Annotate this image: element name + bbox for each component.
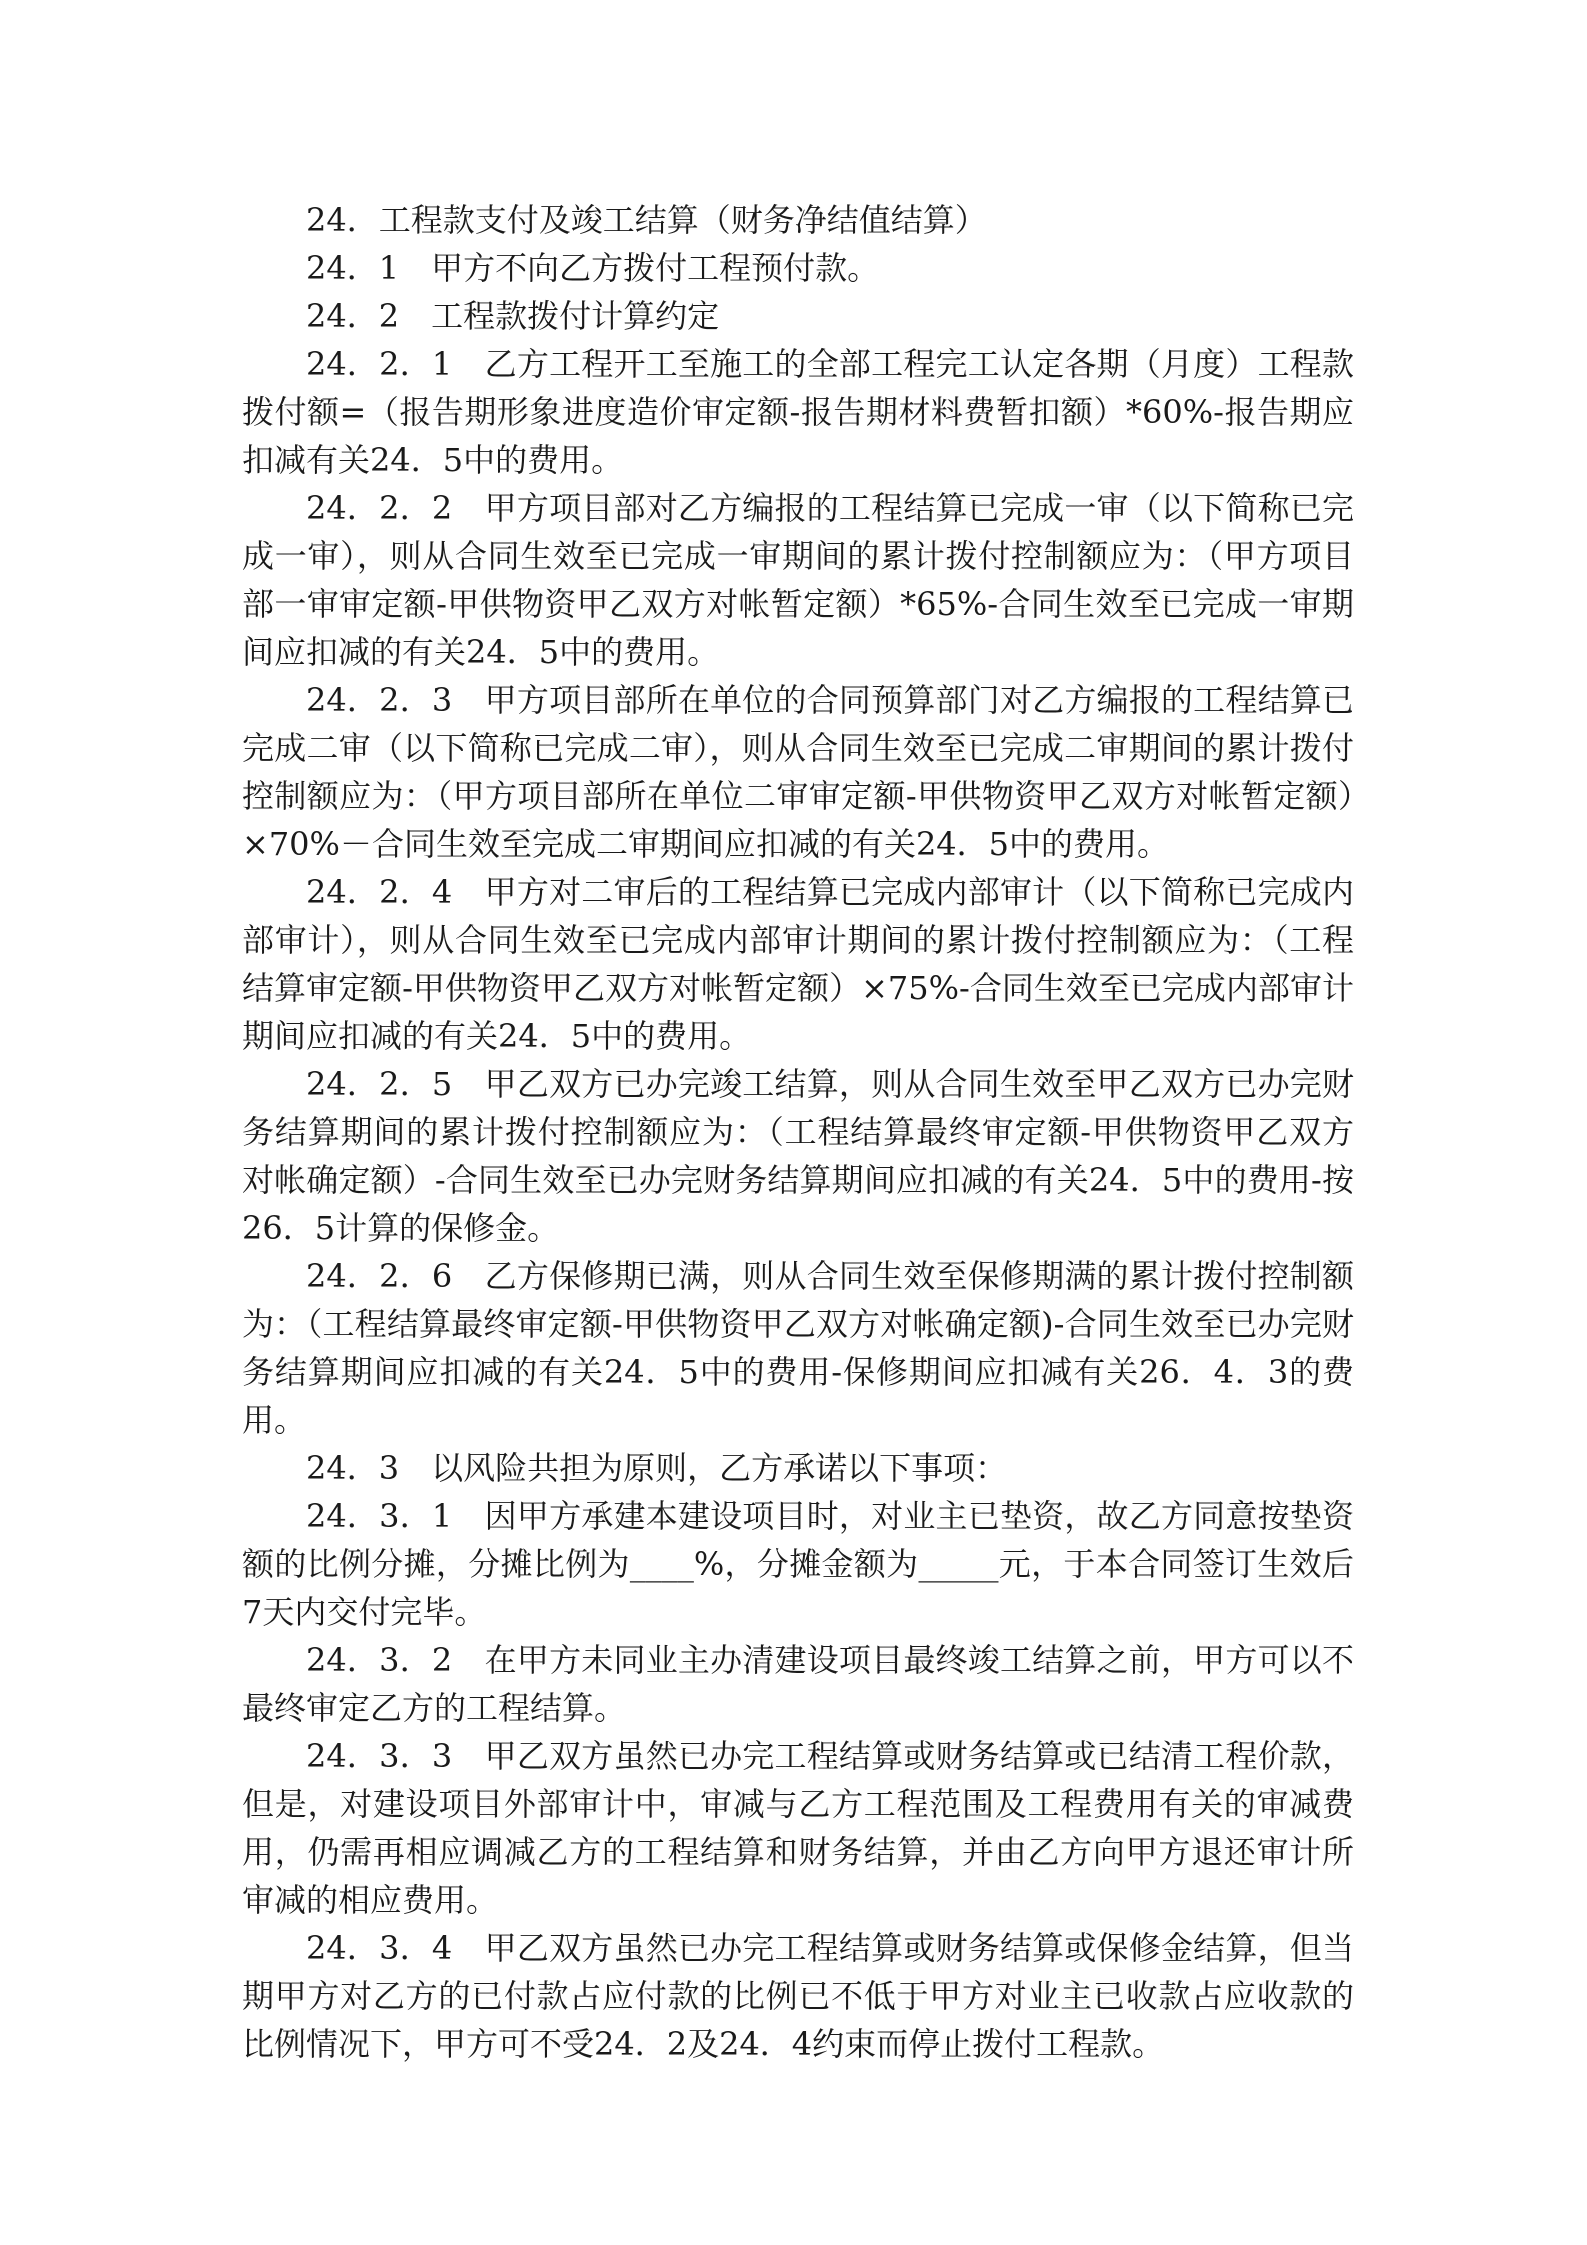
clause-24-3-4: 24．3．4 甲乙双方虽然已办完工程结算或财务结算或保修金结算，但当期甲方对乙方的已付款占应付款的比例已不低于甲方对业主已收款占应收款的比例情况下，甲方可不受24．2及24．4约束而停止拨付工程款。 [242, 1929, 1354, 2063]
clause-24-2-4: 24．2．4 甲方对二审后的工程结算已完成内部审计（以下简称已完成内部审计），则从合同生效至已完成内部审计期间的累计拨付控制额应为：（工程结算审定额-甲供物资甲乙双方对帐暂定额）×75%-合同生效至已完成内部审计期间应扣减的有关24．5中的费用。 [242, 873, 1354, 1055]
section-heading-24: 24．工程款支付及竣工结算（财务净结值结算） [306, 201, 987, 239]
clause-24-3: 24．3 以风险共担为原则，乙方承诺以下事项： [306, 1449, 1008, 1487]
clause-24-3-3: 24．3．3 甲乙双方虽然已办完工程结算或财务结算或已结清工程价款，但是，对建设项目外部审计中，审减与乙方工程范围及工程费用有关的审减费用，仍需再相应调减乙方的工程结算和财务结算，并由乙方向甲方退还审计所审减的相应费用。 [242, 1737, 1354, 1919]
clause-24-2-3: 24．2．3 甲方项目部所在单位的合同预算部门对乙方编报的工程结算已完成二审（以下简称已完成二审），则从合同生效至已完成二审期间的累计拨付控制额应为：（甲方项目部所在单位二审审定额-甲供物资甲乙双方对帐暂定额）×70%－合同生效至完成二审期间应扣减的有关24．5中的费用。 [242, 681, 1354, 863]
clause-24-2-5: 24．2．5 甲乙双方已办完竣工结算，则从合同生效至甲乙双方已办完财务结算期间的累计拨付控制额应为：（工程结算最终审定额-甲供物资甲乙双方对帐确定额）-合同生效至已办完财务结算期间应扣减的有关24．5中的费用-按26．5计算的保修金。 [242, 1065, 1354, 1247]
clause-24-3-1: 24．3．1 因甲方承建本建设项目时，对业主已垫资，故乙方同意按垫资额的比例分摊，分摊比例为____%，分摊金额为_____元，于本合同签订生效后7天内交付完毕。 [242, 1497, 1354, 1631]
clause-24-2-1: 24．2．1 乙方工程开工至施工的全部工程完工认定各期（月度）工程款拨付额=（报告期形象进度造价审定额-报告期材料费暂扣额）*60%-报告期应扣减有关24．5中的费用。 [242, 345, 1354, 479]
clause-24-2-6: 24．2．6 乙方保修期已满，则从合同生效至保修期满的累计拨付控制额为：（工程结算最终审定额-甲供物资甲乙双方对帐确定额)-合同生效至已办完财务结算期间应扣减的有关24．5中的费用-保修期间应扣减有关26．4．3的费用。 [242, 1257, 1354, 1439]
clause-24-3-2: 24．3．2 在甲方未同业主办清建设项目最终竣工结算之前，甲方可以不最终审定乙方的工程结算。 [242, 1641, 1354, 1727]
clause-24-2: 24．2 工程款拨付计算约定 [306, 297, 720, 335]
clause-24-1: 24．1 甲方不向乙方拨付工程预付款。 [306, 249, 880, 287]
clause-24-2-2: 24．2．2 甲方项目部对乙方编报的工程结算已完成一审（以下简称已完成一审），则从合同生效至已完成一审期间的累计拨付控制额应为：（甲方项目部一审审定额-甲供物资甲乙双方对帐暂定额）*65%-合同生效至已完成一审期间应扣减的有关24．5中的费用。 [242, 489, 1354, 671]
document-body [242, 196, 1354, 2068]
